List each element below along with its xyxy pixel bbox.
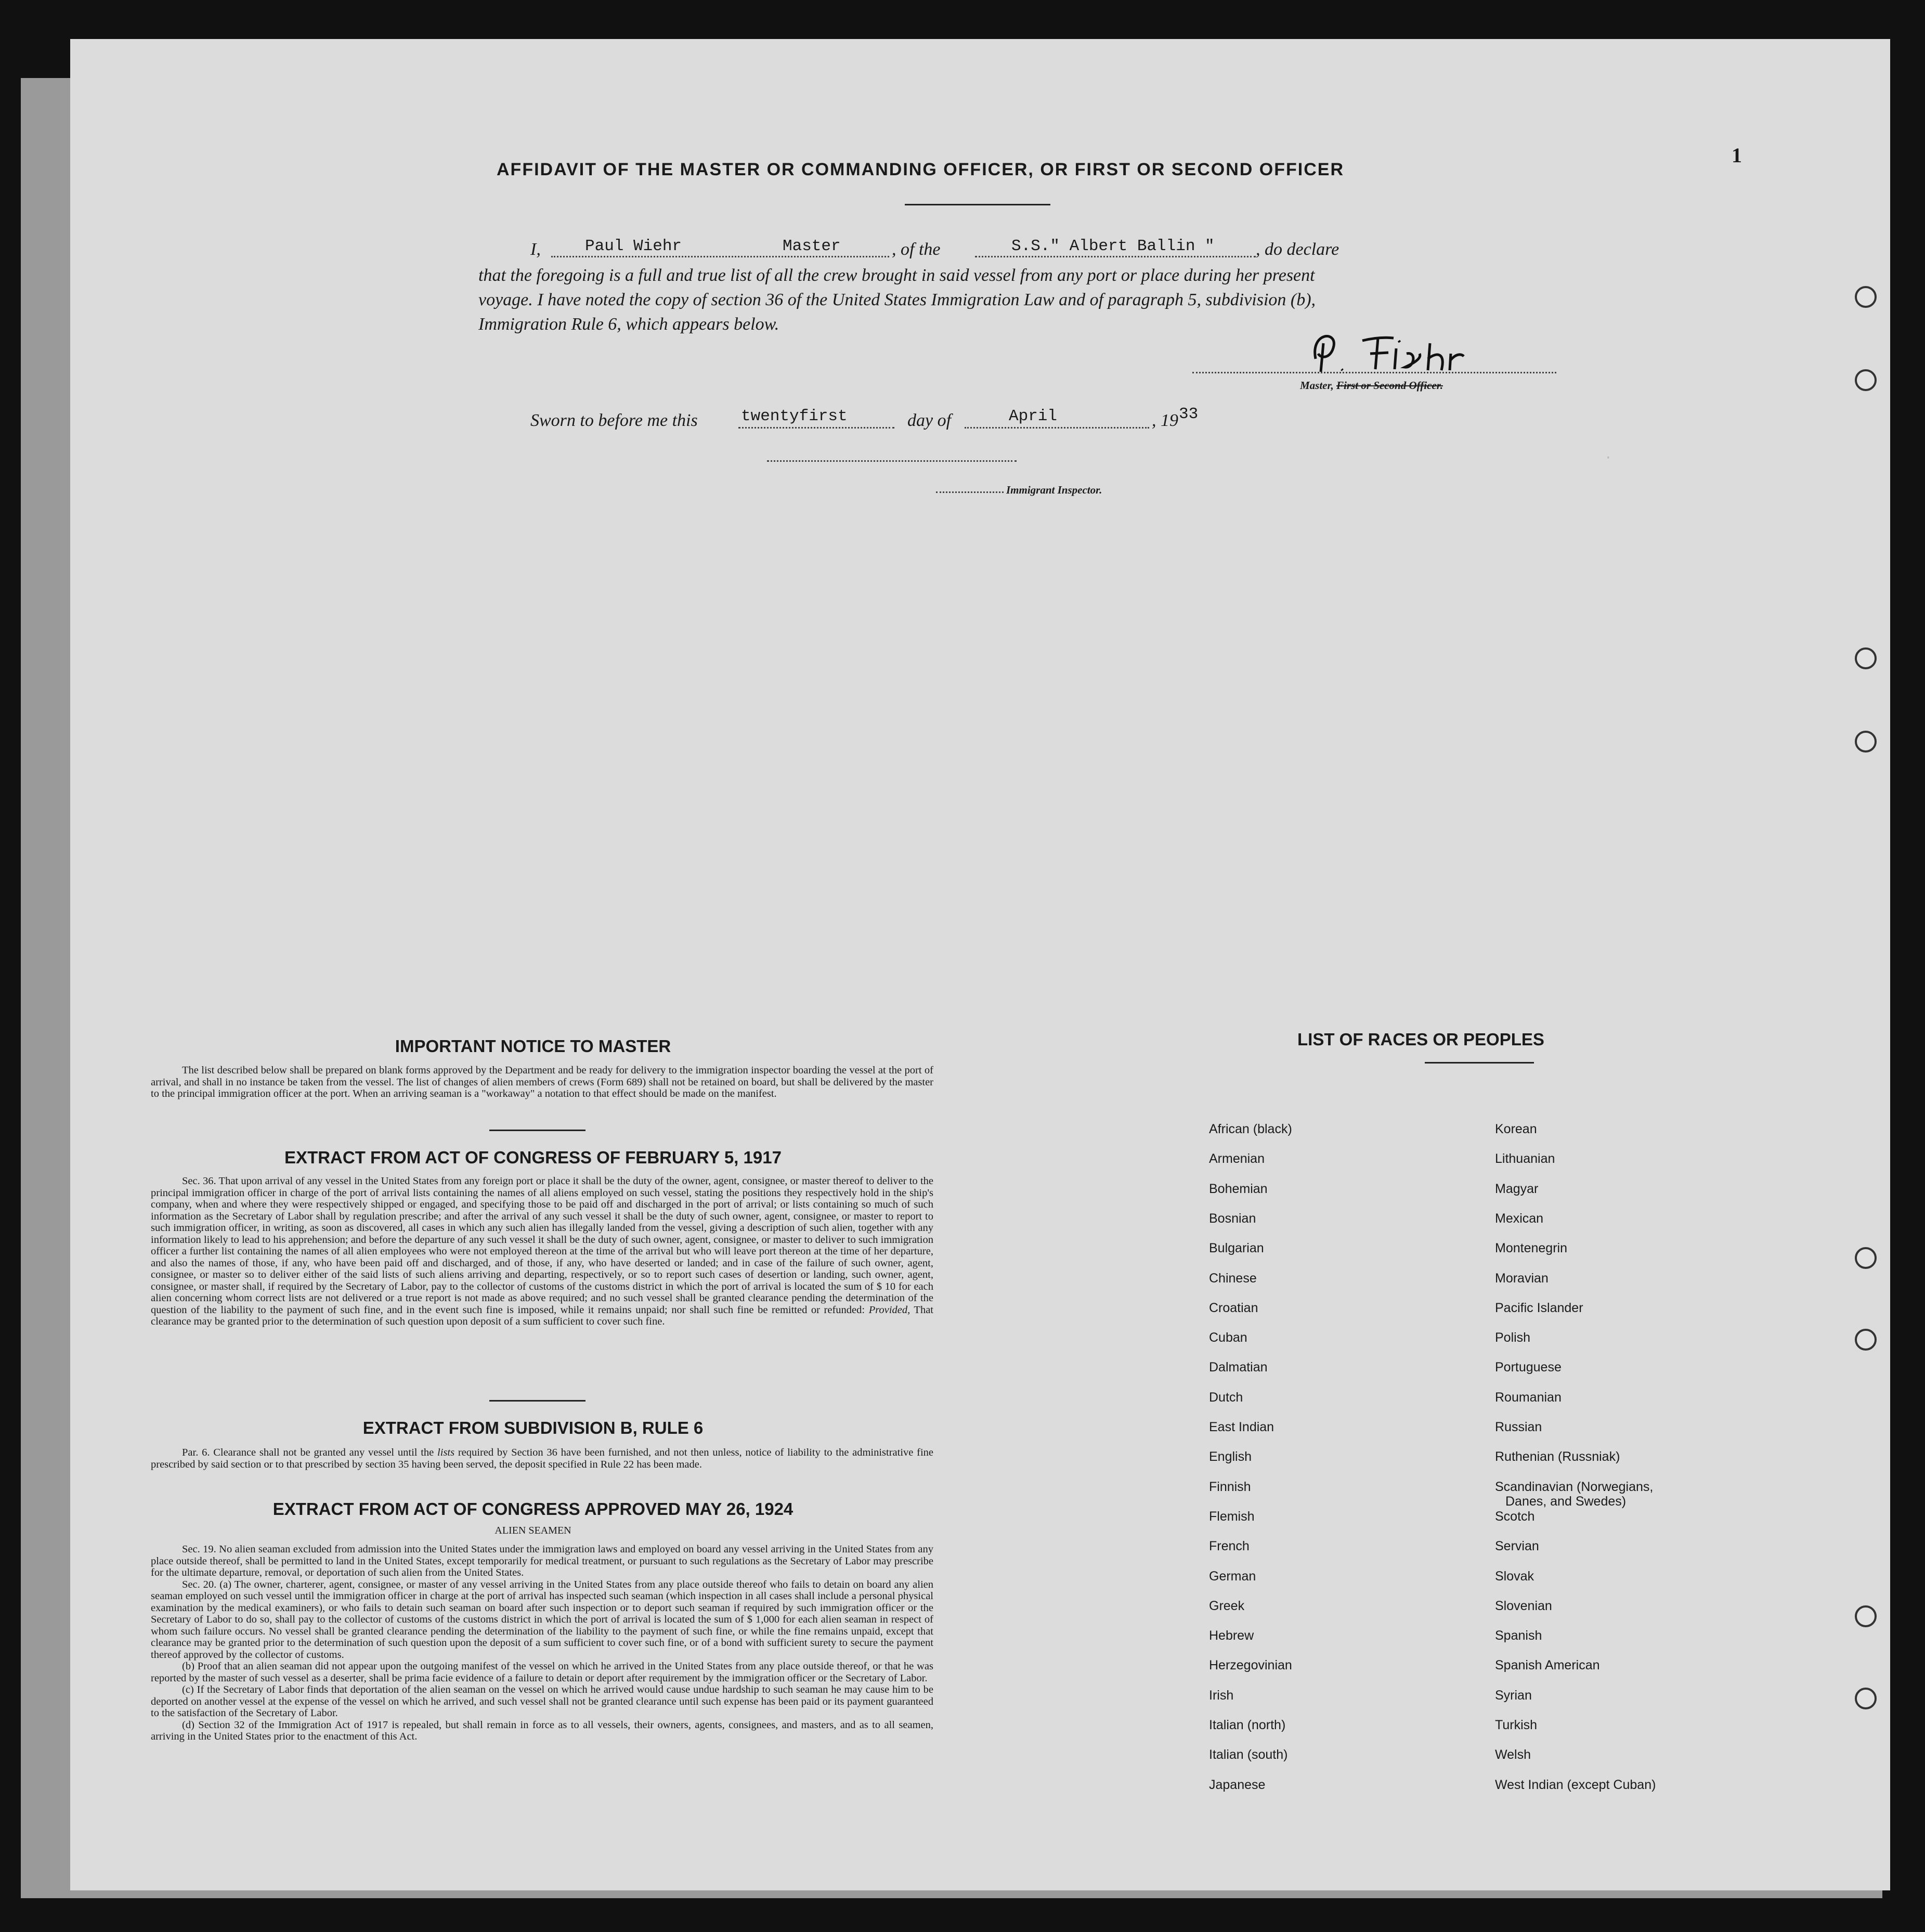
extract-1917-title: EXTRACT FROM ACT OF CONGRESS OF FEBRUARY 5, 1917	[284, 1148, 782, 1167]
race-item: Russian	[1495, 1420, 1542, 1434]
race-item: Finnish	[1209, 1479, 1251, 1494]
sec36-text: Sec. 36. That upon arrival of any vessel in the United States from any foreign port or place it shall be the duty of the owner, agent, consignee, or master thereof to deliver to the principal immigration officer in charge of the port of arrival lists containing the names of all aliens employed on such vessel, stating the positions they respectively hold in the ship's company, when and where they were respectively shipped or engaged, and specifying those to be paid off and discharged in the port of arrival; or lists containing so much of such information as the Secretary of Labor shall by regulation prescribe; and after the arrival of any such vessel it shall be the duty of such owner, agent, consignee, or master to report to such immigration officer, in writing, as soon as discovered, all cases in which any such alien has illegally landed from the vessel, giving a description of such alien, together with any information likely to lead to his apprehension; and before the departure of any such vessel it shall be the duty of such owner, agent, consignee, or master to deliver to such immigration officer a further list containing the names of all alien employees who were not employed thereon at the time of the arrival but who will leave port thereon at the time of her departure, and also the names of those, if any, who have been paid off and discharged, and of those, if any, who have deserted or landed; and in case of the failure of such owner, agent, consignee, or master so to deliver either of the said lists of such aliens arriving and departing, respectively, or so to report such cases of desertion or landing, such owner, agent, consignee, or master shall, if required by the Secretary of Labor, pay to the collector of customs of the customs district in which the port of arrival is located the sum of $ 10 for each alien concerning whom correct lists are not delivered or a true report is not made as above required; and no such vessel shall be granted clearance pending the determination of the question of the liability to the payment of such fine, and in the event such fine is imposed, while it remains unpaid; nor shall such fine be remitted or refunded:	[151, 1175, 933, 1316]
provided-word: Provided,	[868, 1304, 911, 1316]
race-item: Korean	[1495, 1122, 1537, 1136]
punch-hole	[1855, 1247, 1877, 1269]
race-item: Polish	[1495, 1330, 1531, 1345]
of-the-label: , of the	[892, 240, 941, 259]
race-item: Italian (north)	[1209, 1718, 1286, 1732]
race-item: Welsh	[1495, 1747, 1531, 1762]
caption-struck: First or Second Officer.	[1336, 379, 1443, 392]
par6-text-end: required by Section 36 have been furnished, and not then unless, notice of liability to the administrative fine prescribed by said section or to that prescribed by section 35 having been served, the deposit specified in Rule 22 has been made.	[151, 1447, 934, 1470]
punch-hole	[1855, 1688, 1877, 1709]
race-item: German	[1209, 1568, 1256, 1584]
extract-1924-title: EXTRACT FROM ACT OF CONGRESS APPROVED MAY 26, 1924	[272, 1499, 794, 1519]
affidavit-line3: voyage. I have noted the copy of section 36 of the United States Immigration Law and of paragraph 5, subdivision (b),	[478, 290, 1316, 309]
affidavit-line1	[530, 238, 1726, 264]
race-item: Spanish American	[1495, 1658, 1600, 1673]
punch-hole	[1855, 731, 1877, 753]
sec19-text: Sec. 19. No alien seaman excluded from admission into the United States under the immigration laws and employed on board any vessel arriving in the United States from any place outside thereof, shall be permitted to land in the United States, except temporarily for medical treatment, or pursuant to such regulations as the Secretary of Labor may prescribe for the ultimate departure, removal, or deportation of such alien from the United States.	[151, 1544, 933, 1578]
vessel-name: S.S." Albert Ballin "	[1011, 237, 1215, 255]
race-item: West Indian (except Cuban)	[1495, 1777, 1656, 1792]
race-item: French	[1209, 1539, 1250, 1554]
race-item: Slovak	[1495, 1568, 1534, 1584]
lists-word: lists	[437, 1447, 455, 1458]
race-item: Montenegrin	[1495, 1241, 1567, 1256]
signature-caption	[1300, 379, 1443, 392]
alien-seamen-subtitle: ALIEN SEAMEN	[495, 1525, 571, 1536]
race-item: Irish	[1209, 1688, 1234, 1703]
race-item: Flemish	[1209, 1509, 1255, 1524]
race-item: Roumanian	[1495, 1390, 1562, 1405]
sec20d-text: (d) Section 32 of the Immigration Act of 1917 is repealed, but shall remain in force as to all vessels, their owners, agents, consignees, and masters, and as to all seamen, arriving in the United States prior to the enactment of this Act.	[151, 1719, 933, 1742]
sec20a-text: Sec. 20. (a) The owner, charterer, agent, consignee, or master of any vessel arriving in the United States from any place outside thereof who fails to detain on board any alien seaman employed on such vessel until the immigration officer in charge at the port of arrival has inspected such seaman (which inspection in all cases shall include a personal physical examination by the medical examiners), or who fails to detain such seaman on board after such inspection or to deport such seaman if required by such immigration officer or the Secretary of Labor to do so, shall pay to the collector of customs of the customs district in which the port of arrival is located the sum of $ 1,000 for each alien seaman in respect of whom such failure occurs. No vessel shall be granted clearance pending the determination of the liability to the payment of such fine, or while the fine remains unpaid, except that clearance may be granted prior to the determination of such question upon the deposit of a sum sufficient to cover such fine, or of a bond with sufficient surety to secure the payment thereof approved by the collector of customs.	[151, 1578, 933, 1661]
race-item: Bosnian	[1209, 1211, 1256, 1226]
race-item: East Indian	[1209, 1420, 1274, 1434]
sec36-text-end: That clearance may be granted prior to the determination of such question upon deposit of a sum sufficient to cover such fine.	[151, 1304, 933, 1327]
notice-text: The list described below shall be prepared on blank forms approved by the Department and be ready for delivery to the immigration inspector boarding the vessel at the port of arrival, and shall in no instance be taken from the vessel. The list of changes of alien members of crews (Form 689) shall not be retained on board, but shall be delivered by the master to the principal immigration officer at the port. When an arriving seaman is a "workaway" a notation to that effect should be made on the manifest.	[151, 1065, 933, 1099]
race-item: Ruthenian (Russniak)	[1495, 1449, 1620, 1464]
par6-text: Par. 6. Clearance shall not be granted any vessel until the	[182, 1447, 434, 1458]
title-rule	[905, 204, 1050, 205]
sworn-label: Sworn to before me this	[530, 411, 698, 430]
master-name: Paul Wiehr	[585, 237, 682, 255]
sec20b-text: (b) Proof that an alien seaman did not appear upon the outgoing manifest of the vessel on which he arrived in the United States from any place outside thereof, or that he was reported by the master of such vessel as a deserter, shall be prima facie evidence of a failure to detain or deport after requirement by the immigration officer or the Secretary of Labor.	[151, 1661, 933, 1684]
race-item: Spanish	[1495, 1628, 1542, 1643]
race-item: Armenian	[1209, 1151, 1265, 1166]
race-item: Croatian	[1209, 1300, 1258, 1315]
race-item: Servian	[1495, 1539, 1539, 1554]
race-item: Pacific Islander	[1495, 1300, 1583, 1315]
race-item: Chinese	[1209, 1270, 1257, 1286]
race-item: Hebrew	[1209, 1628, 1254, 1643]
i-label: I,	[530, 240, 541, 259]
subdivision-b-title: EXTRACT FROM SUBDIVISION B, RULE 6	[362, 1418, 704, 1437]
sec20c-text: (c) If the Secretary of Labor finds that deportation of the alien seaman on the vessel on which he arrived would cause undue hardship to such seaman he may cause him to be deported on another vessel at the expense of the vessel on which he arrived, and such vessel shall not be granted clearance until such expense has been paid or its payment guaranteed to the satisfaction of the Secretary of Labor.	[151, 1684, 933, 1719]
punch-hole	[1855, 1605, 1877, 1627]
race-item: Danes, and Swedes)	[1505, 1494, 1627, 1509]
race-item: English	[1209, 1449, 1252, 1464]
race-item: Dalmatian	[1209, 1360, 1268, 1375]
year-prefix: , 19	[1152, 411, 1178, 430]
extract-1917-text	[151, 1175, 933, 1328]
race-item: Herzegovinian	[1209, 1658, 1292, 1673]
race-item: Bulgarian	[1209, 1241, 1264, 1256]
race-item: Japanese	[1209, 1777, 1266, 1792]
corner-mark: 1	[1732, 144, 1742, 167]
race-item: Bohemian	[1209, 1181, 1268, 1196]
caption-master: Master,	[1300, 379, 1337, 392]
race-item: Slovenian	[1495, 1598, 1552, 1613]
race-item: Dutch	[1209, 1390, 1243, 1405]
sworn-year: 33	[1179, 405, 1199, 423]
race-item: Scotch	[1495, 1509, 1535, 1524]
master-rank: Master	[783, 237, 841, 255]
race-item: Magyar	[1495, 1181, 1539, 1196]
sworn-day: twentyfirst	[741, 407, 848, 425]
race-item: Mexican	[1495, 1211, 1544, 1226]
race-item: Cuban	[1209, 1330, 1247, 1345]
race-item: Scandinavian (Norwegians,	[1495, 1479, 1654, 1494]
punch-hole	[1855, 286, 1877, 308]
race-item: Italian (south)	[1209, 1747, 1288, 1762]
race-item: Moravian	[1495, 1270, 1549, 1286]
extract-1924-text	[151, 1544, 933, 1743]
declare-label: , do declare	[1256, 240, 1339, 259]
sworn-line	[530, 405, 1310, 435]
punch-hole	[1855, 369, 1877, 391]
races-title: LIST OF RACES OR PEOPLES	[1297, 1030, 1544, 1049]
punch-hole	[1855, 647, 1877, 669]
race-item: Syrian	[1495, 1688, 1532, 1703]
document-page: · 1 AFFIDAVIT OF THE MASTER OR COMMANDING OFFICER, OR FIRST OR SECOND OFFICER I, Paul Wiehr Master , of the S.S." Albert Ballin " , do declare that the foregoing is a full and true list of all the crew brought in said vessel from any port or place during her present voyage. I have noted the copy of section 36 of the United States Immigration Law and of paragraph 5, subdivision (b), Immigration Rule 6, which appears below. Master, First or Second Officer. Sworn to before me this twentyfirst day of April , 19 33 Immigrant Inspector. IMPORTANT NOTICE TO MASTER The list described below shall be prepared on blank forms approved by the Department and be ready for delivery to the immigration inspector boarding the vessel at the port of arrival, and shall in no instance be taken from the vessel. The list of changes of alien members of crews (Form 689) shall not be retained on board, but shall be delivered by the master to the principal immigration officer at the port. When an arriving seaman is a "workaway" a notation to that effect should be made on the manifest. EXTRACT FROM ACT OF CONGRESS OF FEBRUARY 5, 1917 Sec. 36. That upon arrival of any vessel in the United States from any foreign port or place it shall be the duty of the owner, agent, consignee, or master thereof to deliver to the principal immigration officer in charge of the port of arrival lists containing the names of all aliens employed on such vessel, stating the positions they respectively hold in the ship's company, when and where they were respectively shipped or engaged, and specifying those to be paid off and discharged in the port of arrival; or lists containing so much of such information as the Secretary of Labor shall by regulation prescribe; and after the arrival of any such vessel it shall be the duty of such owner, agent, consignee, or master to report to such immigration officer, in writing, as soon as discovered, all cases in which any such alien has illegally landed from the vessel, giving a description of such alien, together with any information likely to lead to his apprehension; and before the departure of any such vessel it shall be the duty of such owner, agent, consignee, or master to deliver to such immigration officer a further list containing the names of all alien employees who were not employed thereon at the time of the arrival but who will leave port thereon at the time of her departure, and also the names of those, if any, who have been paid off and discharged, and of those, if any, who have deserted or landed; and in case of the failure of such owner, agent, consignee, or master so to deliver either of the said lists of such aliens arriving and departing, respectively, or so to report such cases of desertion or landing, such owner, agent, consignee, or master shall, if required by the Secretary of Labor, pay to the collector of customs of the customs district in which the port of arrival is located the sum of $ 10 for each alien concerning whom correct lists are not delivered or a true report is not made as above required; and no such vessel shall be granted clearance pending the determination of the question of the liability to the payment of such fine, and in the event such fine is imposed, while it remains unpaid; nor shall such fine be remitted or refunded: Provided, That clearance may be granted prior to the determination of such question upon deposit of a sum sufficient to cover such fine. EXTRACT FROM SUBDIVISION B, RULE 6 Par. 6. Clearance shall not be granted any vessel until the lists required by Section 36 have been furnished, and not then unless, notice of liability to the administrative fine prescribed by said section or to that prescribed by section 35 having been served, the deposit specified in Rule 22 has been made. EXTRACT FROM ACT OF CONGRESS APPROVED MAY 26, 1924 ALIEN SEAMEN Sec. 19. No alien seaman excluded from admission into the United States under the immigration laws and employed on board any vessel arriving in the United States from any place outside thereof, shall be permitted to land in the United States, except temporarily for medical treatment, or pursuant to such regulations as the Secretary of Labor may prescribe for the ultimate departure, removal, or deportation of such alien from the United States. Sec. 20. (a) The owner, charterer, agent, consignee, or master of any vessel arriving in the United States from any place outside thereof who fails to detain on board any alien seaman employed on such vessel until the immigration officer in charge at the port of arrival has inspected such seaman (which inspection in all cases shall include a personal physical examination by the medical examiners), or who fails to detain such seaman on board after such inspection or to deport such seaman if required by such immigration officer or the Secretary of Labor to do so, shall pay to the collector of customs of the customs district in which the port of arrival is located the sum of $ 1,000 for each alien seaman in respect of whom such failure occurs. No vessel shall be granted clearance pending the determination of the liability to the payment of such fine, or while the fine remains unpaid, except that clearance may be granted prior to the determination of such question upon the deposit of a sum sufficient to cover such fine, or of a bond with sufficient surety to secure the payment thereof approved by the collector of customs. (b) Proof that an alien seaman did not appear upon the outgoing manifest of the vessel on which he arrived in the United States from any place outside thereof, or that he was reported by the master of such vessel as a deserter, shall be prima facie evidence of a failure to detain or deport after requirement by the immigration officer or the Secretary of Labor. (c) If the Secretary of Labor finds that deportation of the alien seaman on the vessel on which he arrived would cause undue hardship to such seaman he may cause him to be deported on another vessel at the expense of the vessel on which he arrived, and such vessel shall not be granted clearance until such expense has been paid or its payment guaranteed to the satisfaction of the Secretary of Labor. (d) Section 32 of the Immigration Act of 1917 is repealed, but shall remain in force as to all vessels, their owners, agents, consignees, and masters, and as to all seamen, arriving in the United States prior to the enactment of this Act. LIST OF RACES OR PEOPLES African (black) Armenian Bohemian Bosnian Bulgarian Chinese Croatian Cuban Dalmatian Dutch East Indian English Finnish Flemish French German Greek Hebrew Herzegovinian Irish Italian (north) Italian (south) Japanese Korean Lithuanian Magyar Mexican Montenegrin Moravian Pacific Islander Polish Portuguese Roumanian Russian Ruthenian (Russniak) Scandinavian (Norwegians, Danes, and Swedes) Scotch Servian Slovak Slovenian Spanish Spanish American Syrian Turkish Welsh West Indian (except Cuban)	[70, 39, 1890, 1890]
race-item: African (black)	[1209, 1122, 1292, 1136]
race-item: Greek	[1209, 1598, 1245, 1613]
subdivision-b-text	[151, 1447, 933, 1470]
affidavit-line2: that the foregoing is a full and true list of all the crew brought in said vessel from any port or place during her present	[478, 266, 1315, 285]
race-item: Lithuanian	[1495, 1151, 1555, 1166]
affidavit-title: AFFIDAVIT OF THE MASTER OR COMMANDING OFFICER, OR FIRST OR SECOND OFFICER	[497, 160, 1344, 179]
master-signature	[1305, 322, 1524, 380]
sworn-month: April	[1009, 407, 1058, 425]
day-of-label: day of	[907, 411, 952, 430]
punch-hole	[1855, 1329, 1877, 1351]
race-item: Turkish	[1495, 1718, 1538, 1732]
notice-title: IMPORTANT NOTICE TO MASTER	[395, 1036, 671, 1056]
inspector-caption: Immigrant Inspector.	[1006, 484, 1102, 496]
affidavit-line4: Immigration Rule 6, which appears below.	[478, 315, 779, 334]
race-item: Portuguese	[1495, 1360, 1562, 1375]
